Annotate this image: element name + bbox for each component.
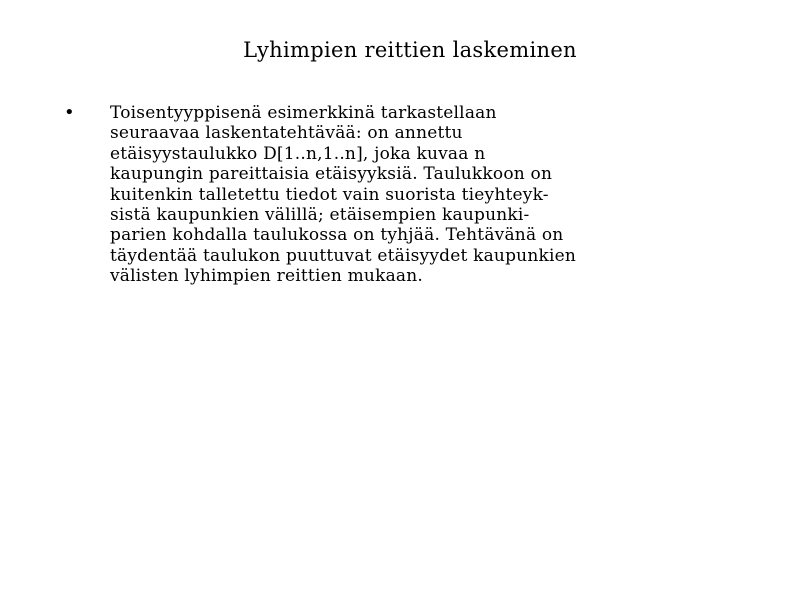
slide-title: Lyhimpien reittien laskeminen [243,38,577,62]
text-line-9: välisten lyhimpien reittien mukaan. [110,266,423,287]
text-line-2: seuraavaa laskentatehtävää: on annettu [110,123,463,144]
text-line-3: etäisyystaulukko D[1..n,1..n], joka kuvaa n [110,143,486,164]
text-line-1: Toisentyyppisenä esimerkkinä tarkastellaan [110,103,497,123]
text-line-6: sistä kaupunkien välillä; etäisempien kaupunki- [110,205,530,226]
bullet-marker: • [64,102,75,123]
text-line-8: täydentää taulukon puuttuvat etäisyydet kaupunkien [110,245,577,266]
bullet-text [110,103,770,287]
text-line-7: parien kohdalla taulukossa on tyhjää. Tehtävänä on [110,225,564,246]
text-line-5: kuitenkin talletettu tiedot vain suorista tieyhteyk- [110,184,549,205]
text-line-4: kaupungin pareittaisia etäisyyksiä. Taulukkoon on [110,164,553,185]
